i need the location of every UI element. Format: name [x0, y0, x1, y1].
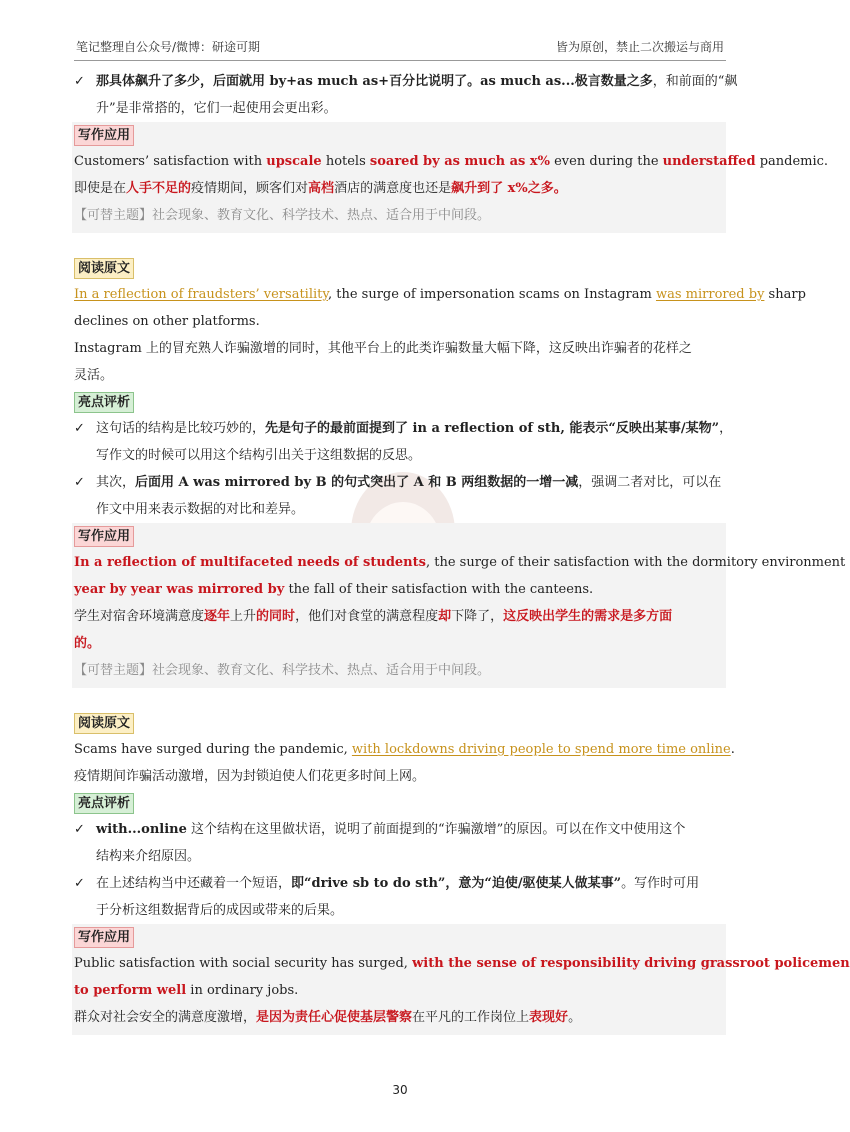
reading-tag: 阅读原文 — [74, 258, 134, 279]
content — [74, 68, 850, 1035]
example-english: Public satisfaction with social security has surged, with the sense of responsibility driving grassroot policemen — [74, 956, 850, 971]
writing-tag: 写作应用 — [74, 927, 134, 948]
header-divider — [74, 60, 726, 61]
example-english-cont: to perform well in ordinary jobs. — [74, 983, 299, 998]
writing-application-box — [72, 924, 850, 1035]
bullet-item: ✓ 这句话的结构是比较巧妙的，先是句子的最前面提到了 in a reflection of sth, 能表示“反映出某事/某物”， — [74, 415, 726, 442]
writing-application-box — [72, 122, 829, 233]
reading-chinese: 疫情期间诈骗活动激增，因为封锁迫使人们花更多时间上网。 — [74, 769, 426, 784]
header-left: 笔记整理自公众号/微博：研途可期 — [76, 40, 261, 54]
page-number: 30 — [392, 1083, 408, 1097]
reading-english: In a reflection of fraudsters’ versatility, the surge of impersonation scams on Instagram was mirrored by sharp — [74, 287, 806, 302]
example-english: Customers’ satisfaction with upscale hotels soared by as much as x% even during the understaffed pandemic. — [74, 154, 829, 169]
checkmark-icon: ✓ — [74, 475, 85, 490]
highlight-tag: 亮点评析 — [74, 392, 134, 413]
bullet-continuation: 作文中用来表示数据的对比和差异。 — [96, 502, 305, 517]
bullet-item: ✓ 在上述结构当中还藏着一个短语，即“drive sb to do sth”，意为“迫使/驱使某人做某事”。写作时可用 — [74, 870, 726, 897]
bullet-continuation: 结构来介绍原因。 — [96, 849, 201, 864]
highlight-tag: 亮点评析 — [74, 793, 134, 814]
checkmark-icon: ✓ — [74, 74, 85, 89]
checkmark-icon: ✓ — [74, 876, 85, 891]
reading-chinese-cont: 灵活。 — [74, 368, 114, 383]
bullet-item: ✓ 那具体飙升了多少，后面就用 by+as much as+百分比说明了。as much as...极言数量之多，和前面的“飙 — [74, 68, 726, 95]
example-chinese: 学生对宿舍环境满意度逐年上升的同时，他们对食堂的满意程度却下降了，这反映出学生的需求是多方面 — [74, 609, 673, 624]
example-chinese: 即使是在人手不足的疫情期间，顾客们对高档酒店的满意度也还是飙升到了 x%之多。 — [74, 181, 567, 196]
bullet-item: ✓ with...online 这个结构在这里做状语，说明了前面提到的“诈骗激增”的原因。可以在作文中使用这个 — [74, 816, 726, 843]
reading-english-cont: declines on other platforms. — [74, 314, 260, 329]
alternate-topics: 【可替主题】社会现象、教育文化、科学技术、热点、适合用于中间段。 — [74, 208, 491, 223]
alternate-topics: 【可替主题】社会现象、教育文化、科学技术、热点、适合用于中间段。 — [74, 663, 491, 678]
bullet-item: ✓ 其次，后面用 A was mirrored by B 的句式突出了 A 和 B 两组数据的一增一减，强调二者对比，可以在 — [74, 469, 726, 496]
reading-tag: 阅读原文 — [74, 713, 134, 734]
bullet-continuation: 升”是非常搭的，它们一起使用会更出彩。 — [96, 101, 337, 116]
writing-tag: 写作应用 — [74, 526, 134, 547]
example-chinese: 群众对社会安全的满意度激增，是因为责任心促使基层警察在平凡的工作岗位上表现好。 — [74, 1010, 582, 1025]
checkmark-icon: ✓ — [74, 822, 85, 837]
example-english: In a reflection of multifaceted needs of students, the surge of their satisfaction with the dormitory environment — [74, 555, 846, 570]
reading-chinese: Instagram 上的冒充熟人诈骗激增的同时，其他平台上的此类诈骗数量大幅下降，这反映出诈骗者的花样之 — [74, 341, 692, 356]
reading-english: Scams have surged during the pandemic, with lockdowns driving people to spend more time online. — [74, 742, 735, 757]
writing-application-box — [72, 523, 846, 688]
header-right: 皆为原创，禁止二次搬运与商用 — [555, 40, 724, 54]
bullet-continuation: 于分析这组数据背后的成因或带来的后果。 — [96, 903, 344, 918]
example-chinese-cont: 的。 — [74, 636, 101, 651]
checkmark-icon: ✓ — [74, 421, 85, 436]
writing-tag: 写作应用 — [74, 125, 134, 146]
bullet-continuation: 写作文的时候可以用这个结构引出关于这组数据的反思。 — [96, 448, 422, 463]
example-english-cont: year by year was mirrored by the fall of their satisfaction with the canteens. — [74, 582, 594, 597]
